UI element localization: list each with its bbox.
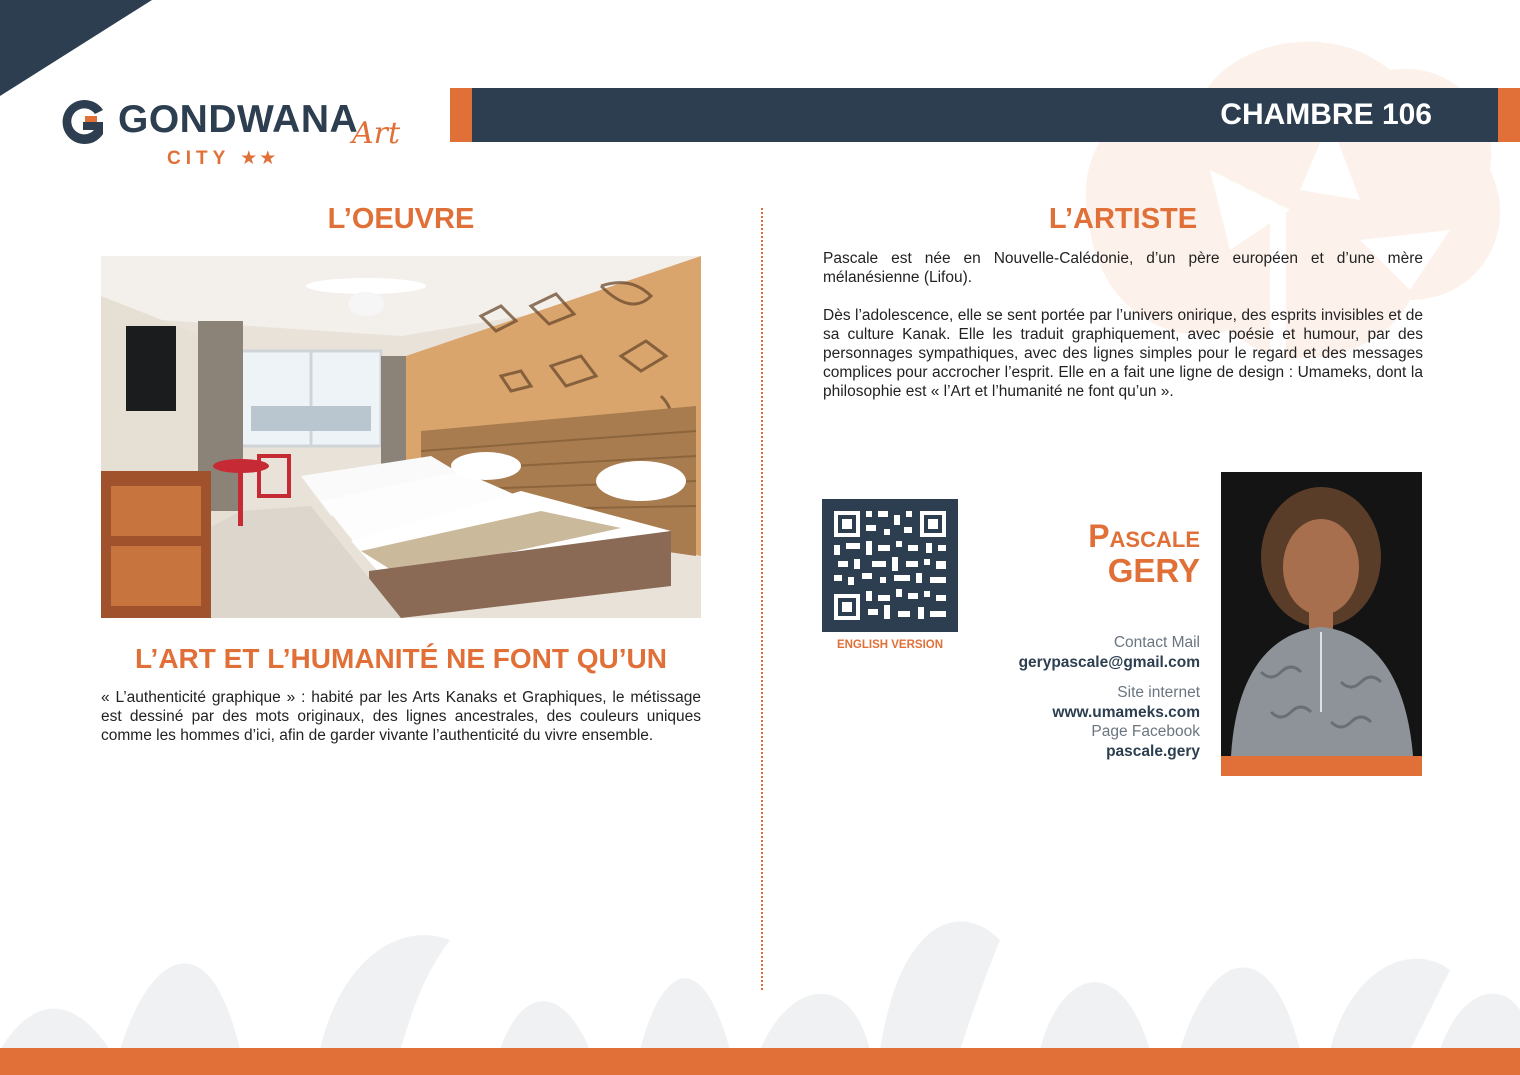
artist-bio <box>823 249 1423 420</box>
contact-mail-link[interactable]: gerypascale@gmail.com <box>1018 654 1200 671</box>
corner-triangle <box>0 0 152 96</box>
room-photo <box>101 256 701 618</box>
artwork-title: L’ART ET L’HUMANITÉ NE FONT QU’UN <box>135 643 667 674</box>
artist-last-name: GERY <box>1107 552 1200 589</box>
artiste-heading: L’ARTISTE <box>1048 203 1198 235</box>
title-bar-right-accent <box>1498 88 1520 142</box>
qr-code-icon[interactable] <box>822 499 958 632</box>
room-title: CHAMBRE 106 <box>1220 98 1432 131</box>
logo-wordmark: GONDWANA <box>118 98 359 141</box>
logo-city-text: CITY <box>167 148 230 169</box>
logo-stars: ★★ <box>240 148 279 169</box>
site-label: Site internet <box>1117 684 1200 701</box>
artist-bio-paragraph-1: Pascale est née en Nouvelle-Calédonie, d’un père européen et d’une mère mélanésienne (Lifou). <box>823 250 1423 286</box>
decorative-plants-icon <box>0 880 1520 1050</box>
artist-first-name: Pascale <box>1088 518 1200 554</box>
portrait-accent-bar <box>1221 756 1422 776</box>
column-divider <box>761 208 763 990</box>
contact-mail-label: Contact Mail <box>1113 634 1200 651</box>
site-link[interactable]: www.umameks.com <box>1052 704 1200 721</box>
logo-g-icon <box>57 96 107 148</box>
bottom-accent-strip <box>0 1048 1520 1075</box>
artist-portrait <box>1221 472 1422 756</box>
title-bar-left-accent <box>450 88 472 142</box>
facebook-link[interactable]: pascale.gery <box>1106 743 1200 760</box>
facebook-label: Page Facebook <box>1091 723 1200 740</box>
artwork-description: « L’authenticité graphique » : habité par les Arts Kanaks et Graphiques, le métissage est dessiné par des mots originaux, des lignes ancestrales, des couleurs uniques comme les hommes d’ici, afin de garder vivante l’authenticité du vivre ensemble. <box>101 689 701 744</box>
artist-bio-paragraph-2: Dès l’adolescence, elle se sent portée par l’univers onirique, des esprits invisibles et de sa culture Kanak. Elle les traduit graphiquement, avec poésie et humour, par des personnages sympathiques, avec des lignes simples pour le regard et des messages complices pour accrocher l’esprit. Elle en a fait une ligne de design : Umameks, dont la philosophie est « l’Art et l’humanité ne font qu’un ». <box>823 307 1423 400</box>
logo-art: Art <box>352 116 401 151</box>
qr-label-english-version: ENGLISH VERSION <box>836 639 944 651</box>
oeuvre-heading: L’OEUVRE <box>327 203 475 235</box>
logo-city <box>167 147 278 170</box>
